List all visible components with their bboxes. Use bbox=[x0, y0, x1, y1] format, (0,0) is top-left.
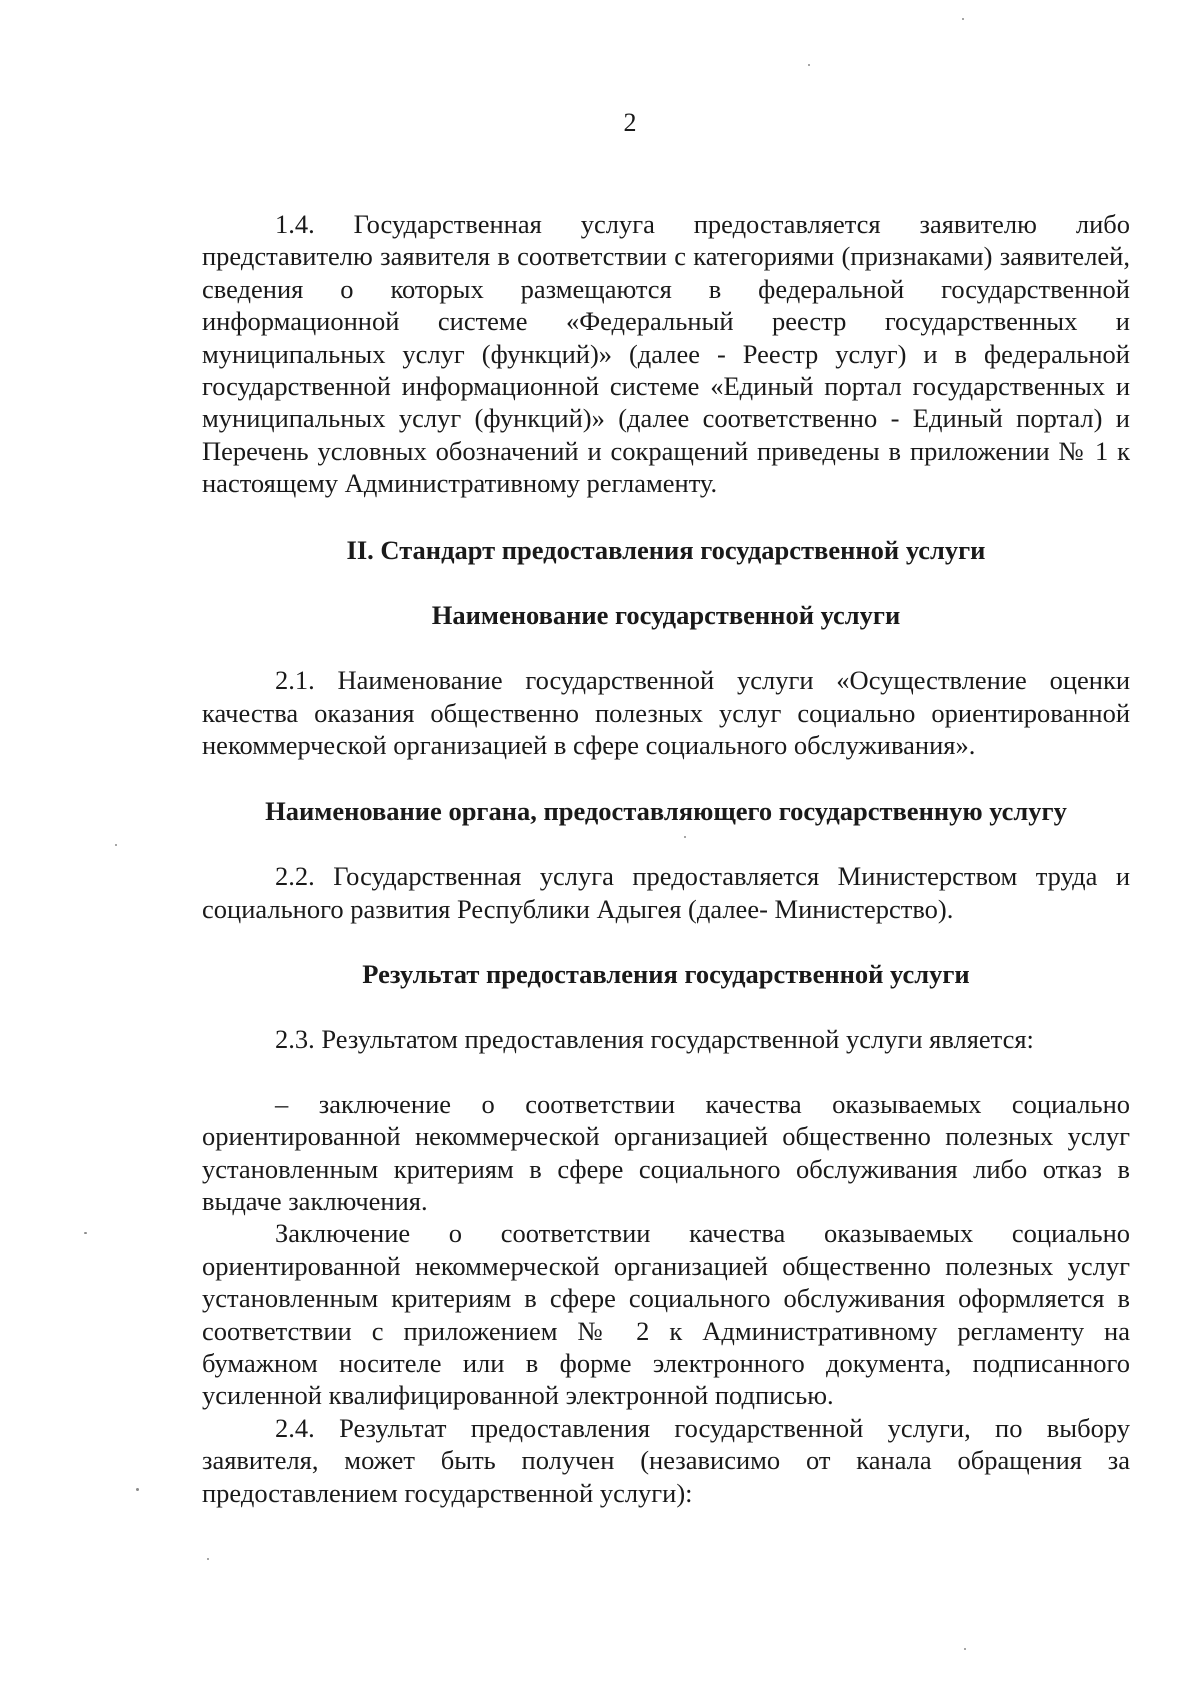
paragraph-2-2: 2.2. Государственная услуга предоставляется Министерством труда и социального развития Республики Адыгея (далее- Министерство). bbox=[202, 861, 1130, 924]
subheading-service-name: Наименование государственной услуги bbox=[431, 600, 901, 631]
paragraph-2-4: 2.4. Результат предоставления государственной услуги, по выбору заявителя, может быть получен (независимо от канала обращения за предоставлением государственной услуги): bbox=[202, 1412, 1130, 1508]
scan-speck bbox=[962, 18, 964, 20]
scan-speck bbox=[84, 1232, 87, 1234]
page-number: 2 bbox=[623, 108, 637, 137]
paragraph-2-1: 2.1. Наименование государственной услуги «Осуществление оценки качества оказания общественно полезных услуг социально ориентированной некоммерческой организацией в сфере социального обслуживания». bbox=[202, 665, 1130, 761]
scan-speck bbox=[964, 1648, 966, 1650]
scan-speck bbox=[684, 836, 686, 838]
paragraph-2-3: 2.3. Результатом предоставления государственной услуги является: bbox=[275, 1024, 1034, 1055]
scan-speck bbox=[115, 844, 117, 846]
scan-speck bbox=[808, 64, 810, 66]
subheading-service-result: Результат предоставления государственной услуги bbox=[362, 958, 970, 989]
section-heading-standard: II. Стандарт предоставления государственной услуги bbox=[346, 534, 986, 565]
scan-speck bbox=[136, 1488, 139, 1491]
scan-speck bbox=[207, 1558, 209, 1560]
paragraph-1-4: 1.4. Государственная услуга предоставляется заявителю либо представителю заявителя в соответствии с категориями (признаками) заявителей, сведения о которых размещаются в федеральной государственной информационной системе «Федеральный реестр государственных и муниципальных услуг (функций)» (далее - Реестр услуг) и в федеральной государственной информационной системе «Единый портал государственных и муниципальных услуг (функций)» (далее соответственно - Единый портал) и Перечень условных обозначений и сокращений приведены в приложении № 1 к настоящему Административному регламенту. bbox=[202, 209, 1197, 499]
document-body bbox=[202, 208, 1197, 1509]
paragraph-conclusion: Заключение о соответствии качества оказываемых социально ориентированной некоммерческой организацией общественно полезных услуг установленным критериям в сфере социального обслуживания оформляется в соответствии с приложением № 2 к Административному регламенту на бумажном носителе или в форме электронного документа, подписанного усиленной квалифицированной электронной подписью. bbox=[202, 1218, 1130, 1411]
subheading-authority-name: Наименование органа, предоставляющего государственную услугу bbox=[265, 795, 1067, 826]
paragraph-result-item: – заключение о соответствии качества оказываемых социально ориентированной некоммерческой организацией общественно полезных услуг установленным критериям в сфере социального обслуживания либо отказ в выдаче заключения. bbox=[202, 1088, 1130, 1216]
